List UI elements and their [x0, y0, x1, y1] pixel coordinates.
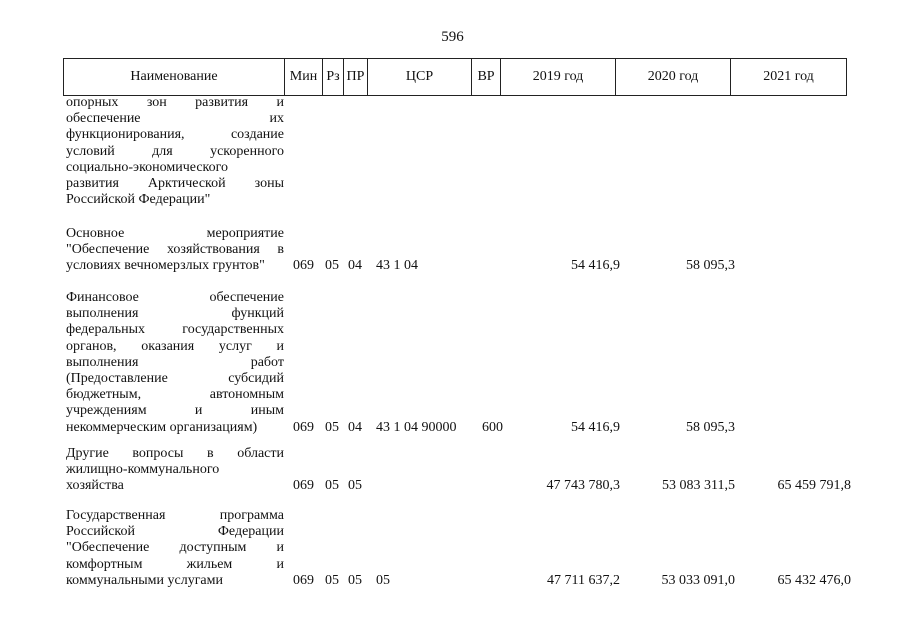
header-min: Мин: [285, 59, 323, 96]
cell-y2019: 47 743 780,3: [546, 478, 620, 494]
cell-y2021: 65 432 476,0: [777, 572, 851, 588]
cell-rz: 05: [325, 572, 339, 588]
row-name-line: федеральных государственных: [66, 322, 284, 338]
cell-min: 069: [293, 572, 314, 588]
cell-csr: 05: [376, 572, 390, 588]
cell-rz: 05: [325, 258, 339, 274]
cell-min: 069: [293, 478, 314, 494]
header-2020: 2020 год: [616, 59, 731, 96]
header-2021: 2021 год: [731, 59, 847, 96]
row-name: [66, 290, 284, 436]
row-name: [66, 226, 284, 275]
row-name-line: Основное мероприятие: [66, 226, 284, 241]
cell-rz: 05: [325, 419, 339, 435]
cell-min: 069: [293, 258, 314, 274]
header-pr: ПР: [344, 59, 368, 96]
cell-y2019: 54 416,9: [571, 419, 620, 435]
row-name: [66, 95, 284, 208]
row-name-line: учреждениям и иным: [66, 403, 284, 419]
table-header: [63, 58, 847, 96]
cell-y2020: 58 095,3: [686, 419, 735, 435]
row-name-line: бюджетным, автономным: [66, 387, 284, 403]
row-name-line: Финансовое обеспечение: [66, 290, 284, 305]
header-2019: 2019 год: [501, 59, 616, 96]
cell-y2020: 53 033 091,0: [661, 572, 735, 588]
row-name-line: хозяйства: [66, 478, 124, 494]
cell-y2020: 58 095,3: [686, 258, 735, 274]
row-name-line: выполнения работ: [66, 354, 284, 370]
row-name-line: опорных зон развития и: [66, 95, 284, 110]
row-name: [66, 508, 284, 589]
cell-pr: 05: [348, 572, 362, 588]
cell-pr: 04: [348, 258, 362, 274]
row-name-line: социально-экономического: [66, 159, 229, 175]
row-name-line: условиях вечномерзлых грунтов": [66, 258, 265, 274]
row-name-line: условий для ускоренного: [66, 143, 284, 159]
cell-y2021: 65 459 791,8: [777, 478, 851, 494]
row-name-line: некоммерческим организациям): [66, 419, 258, 435]
cell-csr: 43 1 04: [376, 258, 418, 274]
row-name-line: Российской Федерации": [66, 192, 211, 208]
cell-y2019: 54 416,9: [571, 258, 620, 274]
row-name-line: жилищно-коммунального: [66, 462, 220, 478]
cell-y2020: 53 083 311,5: [662, 478, 735, 494]
cell-csr: 43 1 04 90000: [376, 419, 457, 435]
row-name-line: (Предоставление субсидий: [66, 371, 284, 387]
cell-min: 069: [293, 419, 314, 435]
cell-vr: 600: [482, 419, 503, 435]
row-name-line: Российской Федерации: [66, 524, 284, 540]
header-name: Наименование: [64, 59, 285, 96]
row-name-line: органов, оказания услуг и: [66, 338, 284, 354]
row-name: [66, 446, 284, 495]
row-name-line: Другие вопросы в области: [66, 446, 284, 461]
cell-rz: 05: [325, 478, 339, 494]
row-name-line: развития Арктической зоны: [66, 176, 284, 192]
page-number: 596: [441, 29, 464, 45]
row-name-line: "Обеспечение хозяйствования в: [66, 242, 284, 258]
row-name-line: обеспечение их: [66, 111, 284, 127]
header-rz: Рз: [323, 59, 344, 96]
row-name-line: Государственная программа: [66, 508, 284, 523]
row-name-line: комфортным жильем и: [66, 556, 284, 572]
row-name-line: "Обеспечение доступным и: [66, 540, 284, 556]
row-name-line: коммунальными услугами: [66, 572, 224, 588]
row-name-line: выполнения функций: [66, 306, 284, 322]
row-name-line: функционирования, создание: [66, 127, 284, 143]
header-vr: ВР: [472, 59, 501, 96]
cell-pr: 04: [348, 419, 362, 435]
cell-pr: 05: [348, 478, 362, 494]
header-csr: ЦСР: [368, 59, 472, 96]
cell-y2019: 47 711 637,2: [547, 572, 620, 588]
